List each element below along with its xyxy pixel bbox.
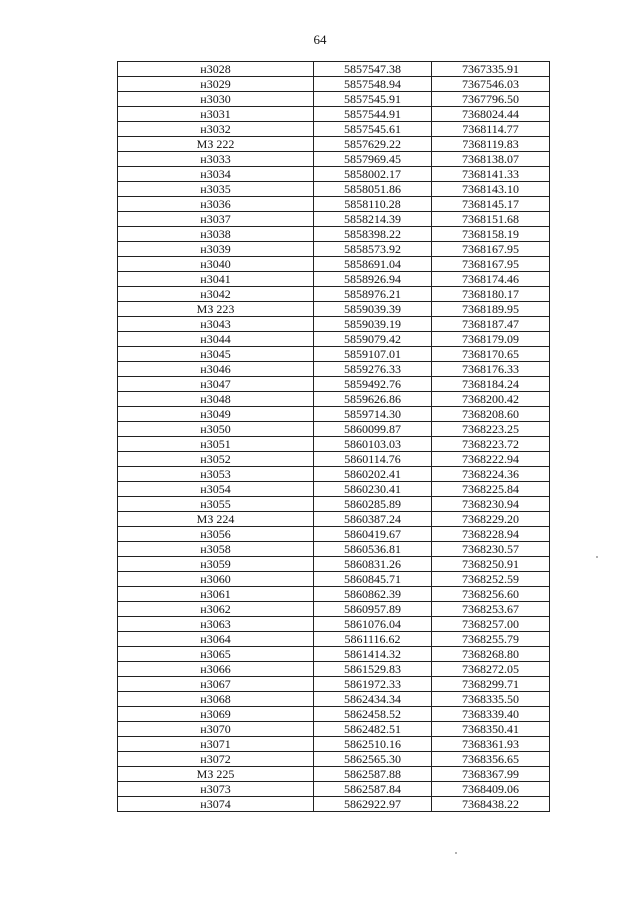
y-coordinate-cell: 7368229.20 (432, 512, 550, 527)
x-coordinate-cell: 5860387.24 (314, 512, 432, 527)
point-id-cell: н3052 (118, 452, 314, 467)
table-row (118, 152, 550, 167)
y-coordinate-cell: 7368222.94 (432, 452, 550, 467)
point-id-cell: н3053 (118, 467, 314, 482)
table-row (118, 62, 550, 77)
y-coordinate-cell: 7368257.00 (432, 617, 550, 632)
x-coordinate-cell: 5857547.38 (314, 62, 432, 77)
table-row (118, 77, 550, 92)
y-coordinate-cell: 7367796.50 (432, 92, 550, 107)
y-coordinate-cell: 7368200.42 (432, 392, 550, 407)
point-id-cell: н3036 (118, 197, 314, 212)
x-coordinate-cell: 5861414.32 (314, 647, 432, 662)
y-coordinate-cell: 7368225.84 (432, 482, 550, 497)
table-row (118, 242, 550, 257)
x-coordinate-cell: 5860103.03 (314, 437, 432, 452)
y-coordinate-cell: 7368350.41 (432, 722, 550, 737)
table-row (118, 707, 550, 722)
x-coordinate-cell: 5858691.04 (314, 257, 432, 272)
y-coordinate-cell: 7368299.71 (432, 677, 550, 692)
table-row (118, 722, 550, 737)
point-id-cell: н3030 (118, 92, 314, 107)
y-coordinate-cell: 7368167.95 (432, 242, 550, 257)
y-coordinate-cell: 7368361.93 (432, 737, 550, 752)
table-row (118, 587, 550, 602)
point-id-cell: н3062 (118, 602, 314, 617)
table-row (118, 692, 550, 707)
x-coordinate-cell: 5862458.52 (314, 707, 432, 722)
table-row (118, 302, 550, 317)
point-id-cell: н3047 (118, 377, 314, 392)
x-coordinate-cell: 5861972.33 (314, 677, 432, 692)
point-id-cell: н3031 (118, 107, 314, 122)
point-id-cell: МЗ 224 (118, 512, 314, 527)
table-row (118, 437, 550, 452)
y-coordinate-cell: 7368367.99 (432, 767, 550, 782)
table-row (118, 617, 550, 632)
y-coordinate-cell: 7368356.65 (432, 752, 550, 767)
table-row (118, 467, 550, 482)
y-coordinate-cell: 7368230.94 (432, 497, 550, 512)
y-coordinate-cell: 7368180.17 (432, 287, 550, 302)
x-coordinate-cell: 5860230.41 (314, 482, 432, 497)
x-coordinate-cell: 5860202.41 (314, 467, 432, 482)
point-id-cell: н3069 (118, 707, 314, 722)
point-id-cell: н3066 (118, 662, 314, 677)
x-coordinate-cell: 5858398.22 (314, 227, 432, 242)
point-id-cell: н3065 (118, 647, 314, 662)
point-id-cell: н3055 (118, 497, 314, 512)
y-coordinate-cell: 7368335.50 (432, 692, 550, 707)
table-row (118, 797, 550, 812)
y-coordinate-cell: 7368119.83 (432, 137, 550, 152)
y-coordinate-cell: 7368158.19 (432, 227, 550, 242)
point-id-cell: н3050 (118, 422, 314, 437)
point-id-cell: н3063 (118, 617, 314, 632)
table-row (118, 257, 550, 272)
point-id-cell: н3029 (118, 77, 314, 92)
table-row (118, 137, 550, 152)
x-coordinate-cell: 5861116.62 (314, 632, 432, 647)
y-coordinate-cell: 7368167.95 (432, 257, 550, 272)
x-coordinate-cell: 5860285.89 (314, 497, 432, 512)
table-row (118, 662, 550, 677)
x-coordinate-cell: 5859079.42 (314, 332, 432, 347)
y-coordinate-cell: 7368187.47 (432, 317, 550, 332)
y-coordinate-cell: 7368141.33 (432, 167, 550, 182)
table-row (118, 572, 550, 587)
point-id-cell: н3037 (118, 212, 314, 227)
point-id-cell: н3074 (118, 797, 314, 812)
table-row (118, 677, 550, 692)
point-id-cell: н3061 (118, 587, 314, 602)
x-coordinate-cell: 5860957.89 (314, 602, 432, 617)
x-coordinate-cell: 5862482.51 (314, 722, 432, 737)
x-coordinate-cell: 5860831.26 (314, 557, 432, 572)
y-coordinate-cell: 7368176.33 (432, 362, 550, 377)
page-number: 64 (313, 32, 327, 47)
x-coordinate-cell: 5860862.39 (314, 587, 432, 602)
table-row (118, 122, 550, 137)
x-coordinate-cell: 5859276.33 (314, 362, 432, 377)
point-id-cell: н3042 (118, 287, 314, 302)
table-row (118, 272, 550, 287)
y-coordinate-cell: 7368253.67 (432, 602, 550, 617)
y-coordinate-cell: 7368143.10 (432, 182, 550, 197)
y-coordinate-cell: 7368272.05 (432, 662, 550, 677)
table-row (118, 752, 550, 767)
point-id-cell: н3056 (118, 527, 314, 542)
x-coordinate-cell: 5862587.84 (314, 782, 432, 797)
x-coordinate-cell: 5858002.17 (314, 167, 432, 182)
x-coordinate-cell: 5858110.28 (314, 197, 432, 212)
x-coordinate-cell: 5860419.67 (314, 527, 432, 542)
x-coordinate-cell: 5860099.87 (314, 422, 432, 437)
table-row (118, 557, 550, 572)
point-id-cell: н3032 (118, 122, 314, 137)
table-row (118, 602, 550, 617)
point-id-cell: н3049 (118, 407, 314, 422)
y-coordinate-cell: 7368256.60 (432, 587, 550, 602)
x-coordinate-cell: 5859714.30 (314, 407, 432, 422)
table-row (118, 197, 550, 212)
table-row (118, 767, 550, 782)
x-coordinate-cell: 5859626.86 (314, 392, 432, 407)
point-id-cell: н3060 (118, 572, 314, 587)
x-coordinate-cell: 5860536.81 (314, 542, 432, 557)
y-coordinate-cell: 7368179.09 (432, 332, 550, 347)
x-coordinate-cell: 5862922.97 (314, 797, 432, 812)
x-coordinate-cell: 5862565.30 (314, 752, 432, 767)
table-row (118, 527, 550, 542)
x-coordinate-cell: 5858926.94 (314, 272, 432, 287)
x-coordinate-cell: 5857544.91 (314, 107, 432, 122)
y-coordinate-cell: 7368224.36 (432, 467, 550, 482)
x-coordinate-cell: 5857545.91 (314, 92, 432, 107)
coordinates-table (117, 61, 550, 812)
point-id-cell: н3038 (118, 227, 314, 242)
table-row (118, 452, 550, 467)
x-coordinate-cell: 5859492.76 (314, 377, 432, 392)
table-row (118, 632, 550, 647)
point-id-cell: МЗ 222 (118, 137, 314, 152)
y-coordinate-cell: 7367546.03 (432, 77, 550, 92)
point-id-cell: н3067 (118, 677, 314, 692)
table-row (118, 107, 550, 122)
x-coordinate-cell: 5857545.61 (314, 122, 432, 137)
point-id-cell: н3040 (118, 257, 314, 272)
x-coordinate-cell: 5858573.92 (314, 242, 432, 257)
x-coordinate-cell: 5862587.88 (314, 767, 432, 782)
y-coordinate-cell: 7368174.46 (432, 272, 550, 287)
y-coordinate-cell: 7368184.24 (432, 377, 550, 392)
table-row (118, 422, 550, 437)
point-id-cell: н3068 (118, 692, 314, 707)
point-id-cell: н3064 (118, 632, 314, 647)
x-coordinate-cell: 5861076.04 (314, 617, 432, 632)
y-coordinate-cell: 7368230.57 (432, 542, 550, 557)
x-coordinate-cell: 5862434.34 (314, 692, 432, 707)
point-id-cell: н3051 (118, 437, 314, 452)
y-coordinate-cell: 7368138.07 (432, 152, 550, 167)
point-id-cell: н3071 (118, 737, 314, 752)
scan-speck (455, 852, 457, 854)
table-row (118, 92, 550, 107)
point-id-cell: н3028 (118, 62, 314, 77)
table-row (118, 392, 550, 407)
table-row (118, 647, 550, 662)
point-id-cell: н3054 (118, 482, 314, 497)
table-row (118, 737, 550, 752)
y-coordinate-cell: 7368170.65 (432, 347, 550, 362)
y-coordinate-cell: 7368339.40 (432, 707, 550, 722)
x-coordinate-cell: 5859039.19 (314, 317, 432, 332)
point-id-cell: н3043 (118, 317, 314, 332)
table-row (118, 407, 550, 422)
y-coordinate-cell: 7368223.25 (432, 422, 550, 437)
point-id-cell: н3035 (118, 182, 314, 197)
table-row (118, 212, 550, 227)
point-id-cell: н3072 (118, 752, 314, 767)
table-row (118, 227, 550, 242)
x-coordinate-cell: 5859107.01 (314, 347, 432, 362)
x-coordinate-cell: 5857548.94 (314, 77, 432, 92)
point-id-cell: н3044 (118, 332, 314, 347)
x-coordinate-cell: 5862510.16 (314, 737, 432, 752)
point-id-cell: н3045 (118, 347, 314, 362)
y-coordinate-cell: 7368228.94 (432, 527, 550, 542)
y-coordinate-cell: 7368189.95 (432, 302, 550, 317)
table-row (118, 377, 550, 392)
table-row (118, 362, 550, 377)
point-id-cell: н3041 (118, 272, 314, 287)
point-id-cell: н3046 (118, 362, 314, 377)
table-row (118, 167, 550, 182)
y-coordinate-cell: 7368252.59 (432, 572, 550, 587)
y-coordinate-cell: 7368268.80 (432, 647, 550, 662)
point-id-cell: н3070 (118, 722, 314, 737)
point-id-cell: н3073 (118, 782, 314, 797)
table-row (118, 347, 550, 362)
y-coordinate-cell: 7368114.77 (432, 122, 550, 137)
table-row (118, 182, 550, 197)
x-coordinate-cell: 5859039.39 (314, 302, 432, 317)
point-id-cell: н3058 (118, 542, 314, 557)
x-coordinate-cell: 5860845.71 (314, 572, 432, 587)
y-coordinate-cell: 7368151.68 (432, 212, 550, 227)
table-row (118, 332, 550, 347)
x-coordinate-cell: 5857969.45 (314, 152, 432, 167)
x-coordinate-cell: 5860114.76 (314, 452, 432, 467)
y-coordinate-cell: 7368409.06 (432, 782, 550, 797)
y-coordinate-cell: 7368208.60 (432, 407, 550, 422)
point-id-cell: н3034 (118, 167, 314, 182)
coordinates-table-body (118, 62, 550, 812)
y-coordinate-cell: 7368438.22 (432, 797, 550, 812)
table-row (118, 782, 550, 797)
y-coordinate-cell: 7368024.44 (432, 107, 550, 122)
table-row (118, 287, 550, 302)
x-coordinate-cell: 5858976.21 (314, 287, 432, 302)
table-row (118, 542, 550, 557)
x-coordinate-cell: 5861529.83 (314, 662, 432, 677)
point-id-cell: МЗ 223 (118, 302, 314, 317)
x-coordinate-cell: 5857629.22 (314, 137, 432, 152)
y-coordinate-cell: 7368223.72 (432, 437, 550, 452)
x-coordinate-cell: 5858214.39 (314, 212, 432, 227)
point-id-cell: н3039 (118, 242, 314, 257)
table-row (118, 512, 550, 527)
y-coordinate-cell: 7368255.79 (432, 632, 550, 647)
table-row (118, 317, 550, 332)
y-coordinate-cell: 7367335.91 (432, 62, 550, 77)
point-id-cell: н3048 (118, 392, 314, 407)
point-id-cell: н3033 (118, 152, 314, 167)
table-row (118, 482, 550, 497)
scan-speck (596, 556, 598, 558)
point-id-cell: н3059 (118, 557, 314, 572)
point-id-cell: МЗ 225 (118, 767, 314, 782)
y-coordinate-cell: 7368250.91 (432, 557, 550, 572)
table-row (118, 497, 550, 512)
y-coordinate-cell: 7368145.17 (432, 197, 550, 212)
x-coordinate-cell: 5858051.86 (314, 182, 432, 197)
